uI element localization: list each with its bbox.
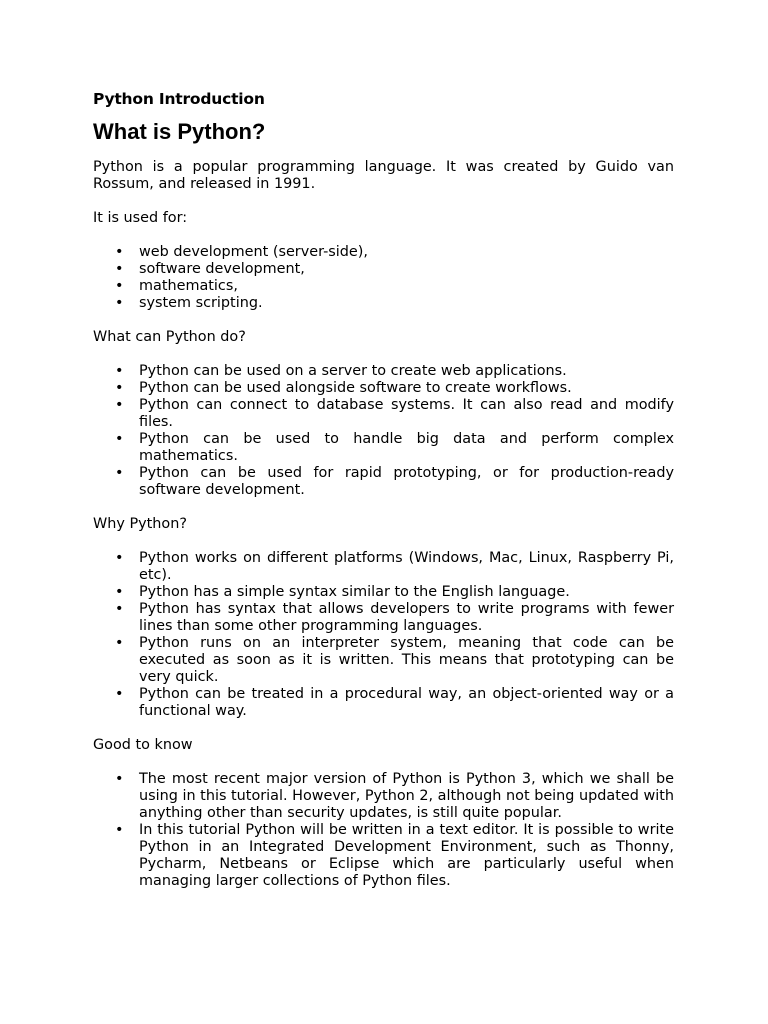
list-item: • Python can be used for rapid prototyping, or for production-ready software development. [139,465,674,499]
list-item: • Python has a simple syntax similar to the English language. [139,584,674,601]
list-item: • Python runs on an interpreter system, meaning that code can be executed as soon as it is written. This means that prototyping can be very quick. [139,635,674,686]
list-item: • Python can be used to handle big data and perform complex mathematics. [139,431,674,465]
document-page [93,88,674,907]
can-do-list [93,363,674,499]
list-item: • web development (server-side), [139,244,674,261]
list-item: • Python can be used alongside software to create workflows. [139,380,674,397]
list-item: • system scripting. [139,295,674,312]
good-to-know-label: Good to know [93,737,193,753]
list-item: • Python works on different platforms (Windows, Mac, Linux, Raspberry Pi, etc). [139,550,674,584]
used-for-list [93,244,674,312]
list-item: • Python can be treated in a procedural way, an object-oriented way or a functional way. [139,686,674,720]
why-label: Why Python? [93,516,187,532]
list-item: • In this tutorial Python will be written in a text editor. It is possible to write Python in an Integrated Development Environment, such as Thonny, Pycharm, Netbeans or Eclipse which are particularly useful when managing larger collections of Python files. [139,822,674,890]
why-list [93,550,674,720]
used-for-label: It is used for: [93,210,188,226]
can-do-label: What can Python do? [93,329,246,345]
list-item: • mathematics, [139,278,674,295]
list-item: • Python can be used on a server to create web applications. [139,363,674,380]
list-item: • Python can connect to database systems. It can also read and modify files. [139,397,674,431]
page-subtitle: Python Introduction [93,90,265,108]
list-item: • software development, [139,261,674,278]
intro-paragraph: Python is a popular programming language. It was created by Guido van Rossum, and released in 1991. [93,159,674,192]
list-item: • The most recent major version of Python is Python 3, which we shall be using in this tutorial. However, Python 2, although not being updated with anything other than security updates, is still quite popular. [139,771,674,822]
page-title: What is Python? [93,119,266,144]
good-to-know-list [93,771,674,890]
list-item: • Python has syntax that allows developers to write programs with fewer lines than some other programming languages. [139,601,674,635]
